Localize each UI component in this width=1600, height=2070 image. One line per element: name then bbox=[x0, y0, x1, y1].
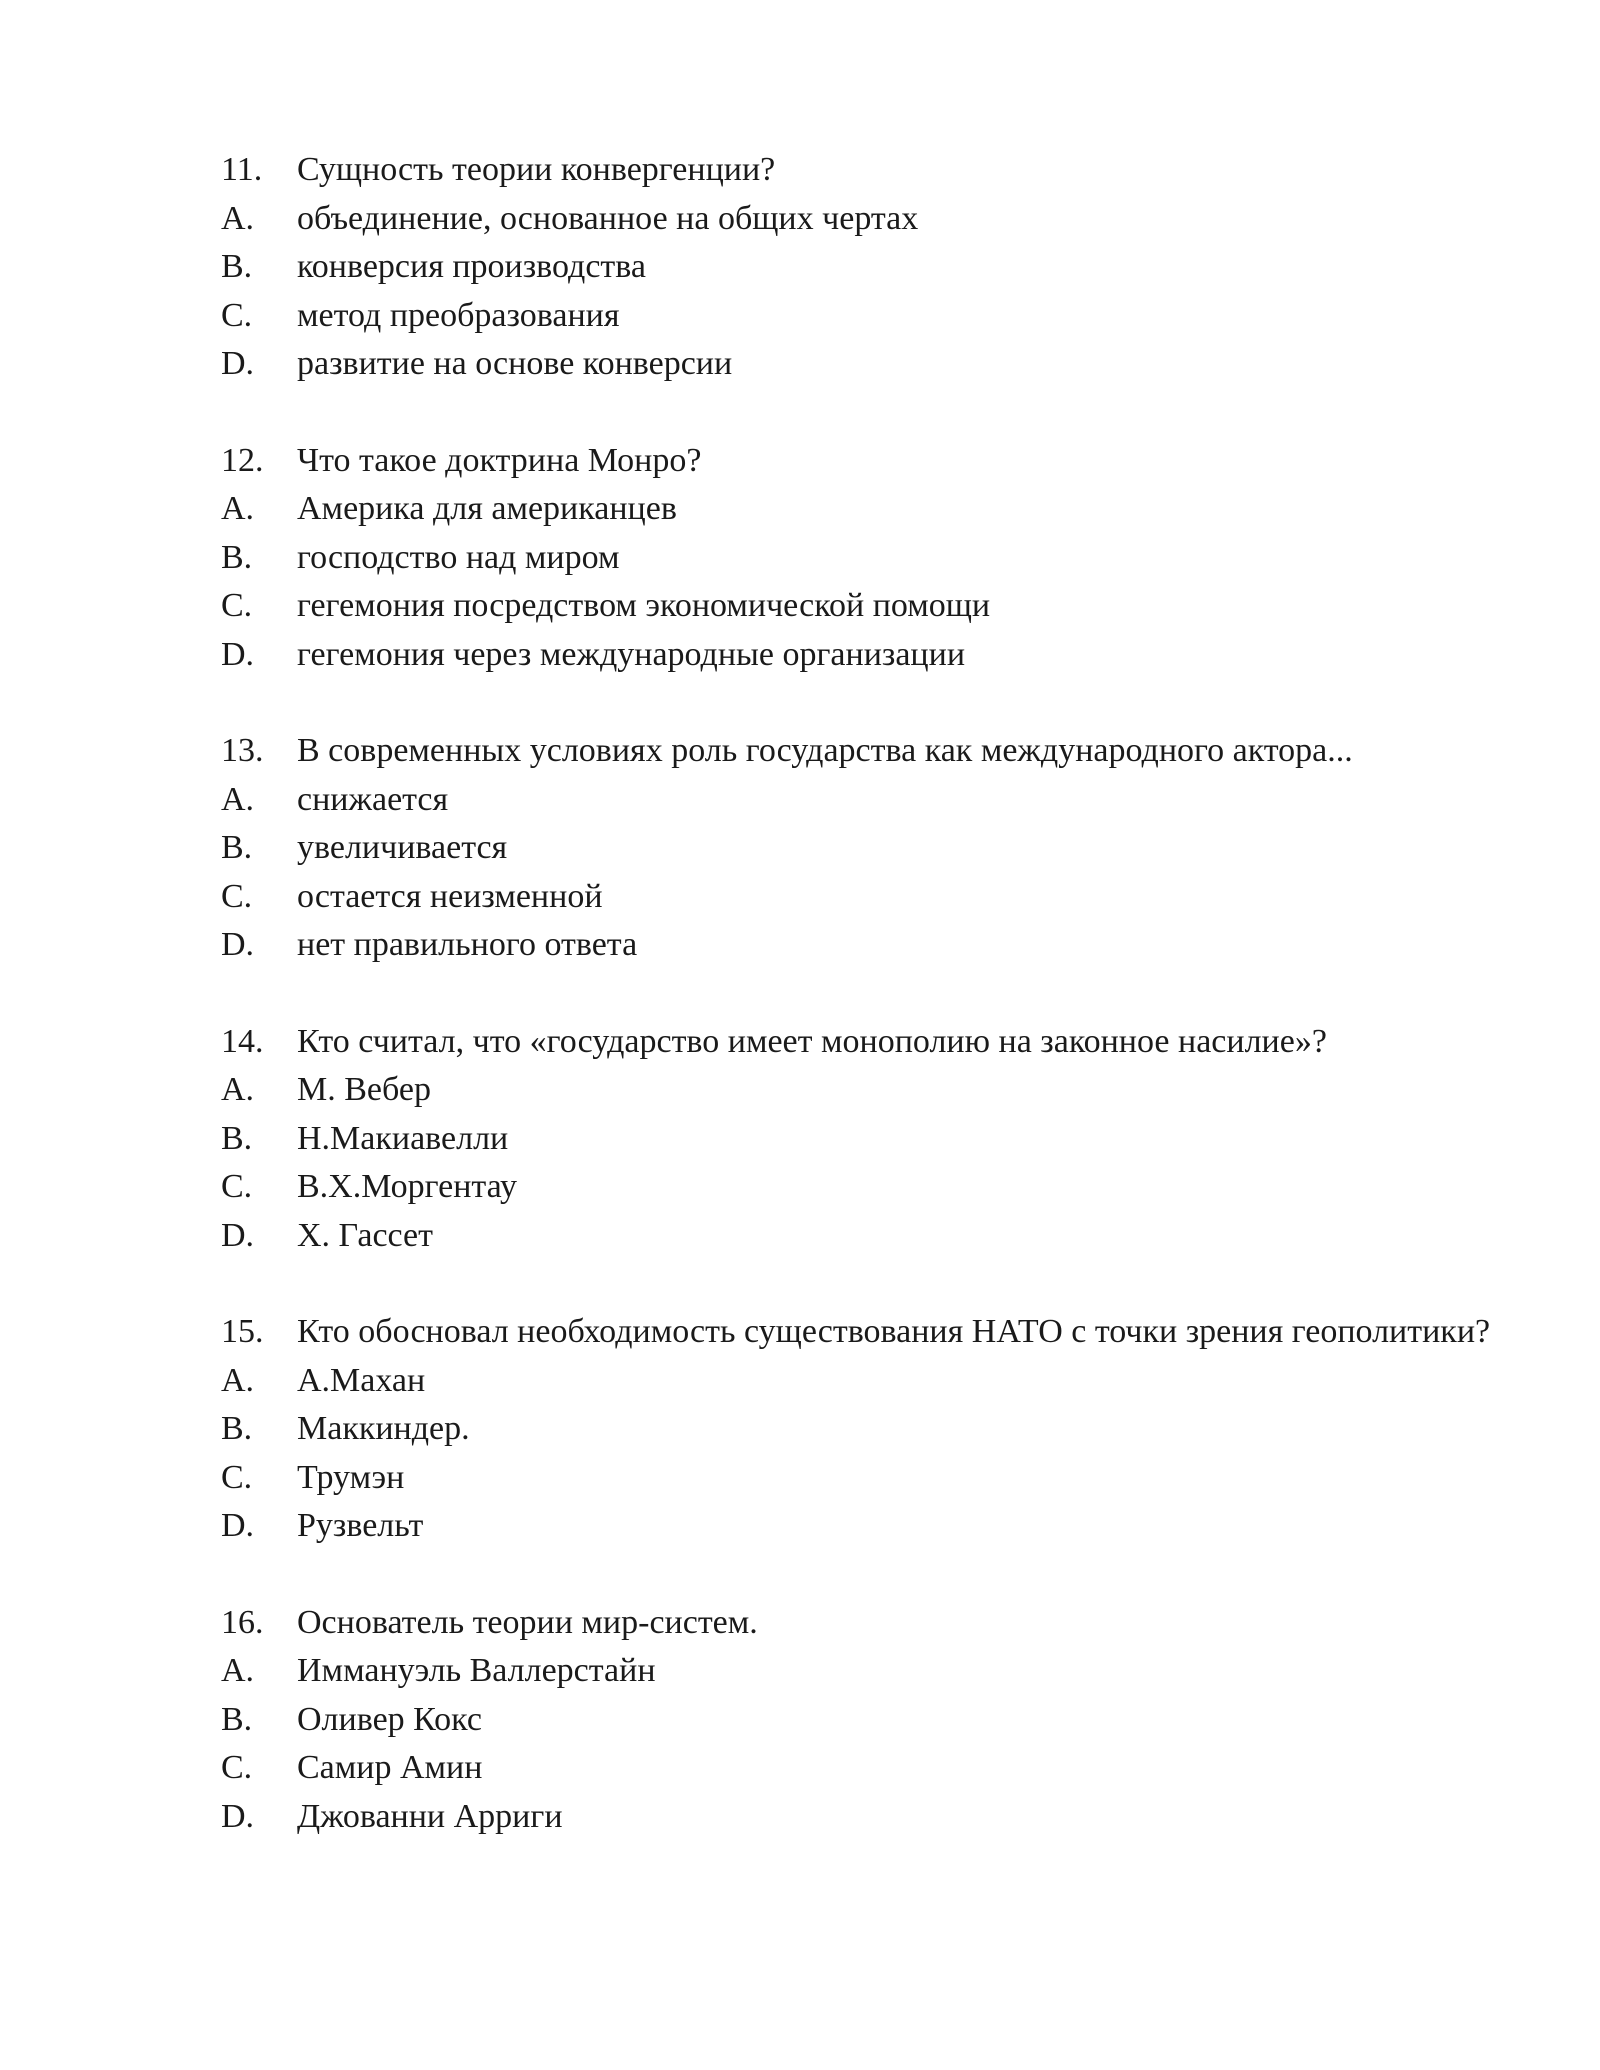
option-letter: C. bbox=[221, 587, 253, 624]
question-text: В современных условиях роль государства как международного актора... bbox=[297, 732, 1353, 769]
option-text: Н.Макиавелли bbox=[297, 1119, 509, 1157]
question-13 bbox=[221, 727, 1496, 970]
question-14 bbox=[221, 1018, 1496, 1261]
option-letter: A. bbox=[221, 490, 255, 527]
option-letter: C. bbox=[221, 1749, 253, 1786]
question-15 bbox=[221, 1308, 1496, 1551]
option-letter: D. bbox=[221, 1797, 255, 1835]
question-stem bbox=[221, 1308, 1496, 1357]
option-letter: A. bbox=[221, 780, 255, 818]
option-text: снижается bbox=[297, 780, 449, 818]
answer-option-b bbox=[221, 1696, 1496, 1745]
option-text: конверсия производства bbox=[297, 248, 646, 285]
option-text: гегемония посредством экономической помощи bbox=[297, 587, 991, 624]
answer-option-c bbox=[221, 582, 1496, 631]
answer-option-b bbox=[221, 243, 1496, 292]
answer-option-a bbox=[221, 1066, 1496, 1115]
option-letter: B. bbox=[221, 829, 253, 866]
option-letter: C. bbox=[221, 1168, 253, 1205]
question-text: Сущность теории конвергенции? bbox=[297, 151, 776, 188]
option-text: М. Вебер bbox=[297, 1071, 431, 1108]
question-number: 16. bbox=[221, 1603, 264, 1641]
question-number: 12. bbox=[221, 441, 264, 479]
answer-option-c bbox=[221, 1163, 1496, 1212]
option-letter: A. bbox=[221, 1071, 255, 1108]
answer-option-c bbox=[221, 873, 1496, 922]
question-list bbox=[221, 146, 1496, 1889]
question-stem bbox=[221, 1599, 1496, 1648]
option-text: Самир Амин bbox=[297, 1749, 483, 1786]
option-letter: A. bbox=[221, 1652, 255, 1689]
answer-option-b bbox=[221, 824, 1496, 873]
option-text: гегемония через международные организации bbox=[297, 635, 966, 673]
option-text: Джованни Арриги bbox=[297, 1797, 563, 1835]
answer-option-a bbox=[221, 485, 1496, 534]
option-text: Америка для американцев bbox=[297, 490, 677, 527]
option-text: Иммануэль Валлерстайн bbox=[297, 1652, 656, 1689]
option-text: господство над миром bbox=[297, 538, 620, 576]
question-stem bbox=[221, 727, 1496, 776]
option-text: объединение, основанное на общих чертах bbox=[297, 199, 919, 237]
option-letter: C. bbox=[221, 877, 253, 915]
question-stem bbox=[221, 146, 1496, 195]
answer-option-c bbox=[221, 292, 1496, 341]
option-letter: D. bbox=[221, 1216, 255, 1254]
option-letter: B. bbox=[221, 1119, 253, 1157]
option-letter: C. bbox=[221, 296, 253, 334]
option-letter: A. bbox=[221, 1361, 255, 1399]
question-number: 15. bbox=[221, 1313, 264, 1350]
option-text: А.Махан bbox=[297, 1361, 426, 1399]
option-text: остается неизменной bbox=[297, 877, 603, 915]
option-letter: B. bbox=[221, 248, 253, 285]
option-letter: B. bbox=[221, 538, 253, 576]
option-letter: C. bbox=[221, 1458, 253, 1496]
answer-option-d bbox=[221, 1793, 1496, 1842]
question-text: Кто считал, что «государство имеет монополию на законное насилие»? bbox=[297, 1022, 1327, 1060]
option-text: В.Х.Моргентау bbox=[297, 1168, 518, 1205]
answer-option-c bbox=[221, 1454, 1496, 1503]
question-12 bbox=[221, 437, 1496, 680]
question-text: Кто обосновал необходимость существования НАТО с точки зрения геополитики? bbox=[297, 1313, 1491, 1350]
answer-option-b bbox=[221, 1405, 1496, 1454]
question-text: Что такое доктрина Монро? bbox=[297, 441, 702, 479]
option-letter: D. bbox=[221, 345, 255, 382]
option-text: развитие на основе конверсии bbox=[297, 345, 733, 382]
option-letter: A. bbox=[221, 199, 255, 237]
answer-option-d bbox=[221, 340, 1496, 389]
option-letter: D. bbox=[221, 1507, 255, 1544]
option-letter: D. bbox=[221, 926, 255, 963]
answer-option-b bbox=[221, 1115, 1496, 1164]
option-text: Трумэн bbox=[297, 1458, 405, 1496]
answer-option-a bbox=[221, 195, 1496, 244]
option-text: Маккиндер. bbox=[297, 1410, 470, 1447]
answer-option-c bbox=[221, 1744, 1496, 1793]
option-text: метод преобразования bbox=[297, 296, 620, 334]
question-number: 13. bbox=[221, 732, 264, 769]
question-number: 14. bbox=[221, 1022, 264, 1060]
answer-option-a bbox=[221, 1647, 1496, 1696]
answer-option-d bbox=[221, 1502, 1496, 1551]
answer-option-d bbox=[221, 1212, 1496, 1261]
option-letter: B. bbox=[221, 1700, 253, 1738]
option-text: Х. Гассет bbox=[297, 1216, 433, 1254]
answer-option-d bbox=[221, 631, 1496, 680]
question-stem bbox=[221, 1018, 1496, 1067]
answer-option-a bbox=[221, 776, 1496, 825]
option-letter: B. bbox=[221, 1410, 253, 1447]
question-text: Основатель теории мир-систем. bbox=[297, 1603, 758, 1641]
option-text: нет правильного ответа bbox=[297, 926, 638, 963]
option-text: Оливер Кокс bbox=[297, 1700, 482, 1738]
question-11 bbox=[221, 146, 1496, 389]
answer-option-a bbox=[221, 1357, 1496, 1406]
option-letter: D. bbox=[221, 635, 255, 673]
option-text: Рузвельт bbox=[297, 1507, 424, 1544]
answer-option-b bbox=[221, 534, 1496, 583]
question-number: 11. bbox=[221, 151, 263, 188]
question-16 bbox=[221, 1599, 1496, 1842]
question-stem bbox=[221, 437, 1496, 486]
option-text: увеличивается bbox=[297, 829, 508, 866]
answer-option-d bbox=[221, 921, 1496, 970]
